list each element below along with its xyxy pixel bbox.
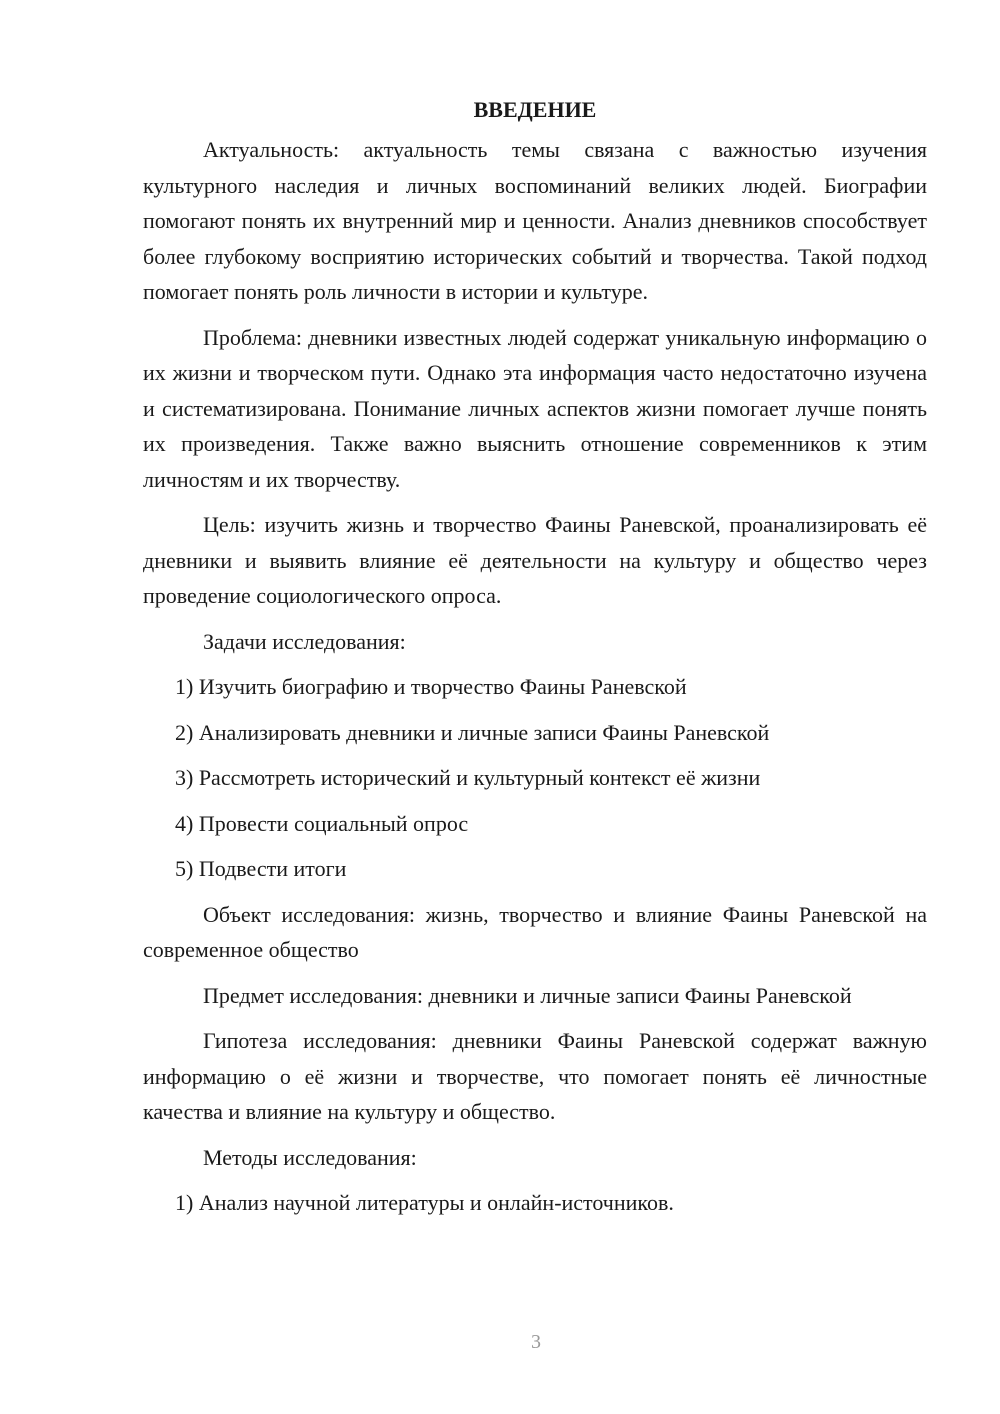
hypothesis-paragraph: Гипотеза исследования: дневники Фаины Раневской содержат важную информацию о её жизни и творчестве, что помогает понять её личностные качества и влияние на культуру и общество.: [143, 1028, 927, 1124]
subject-paragraph: Предмет исследования: дневники и личные записи Фаины Раневской: [203, 982, 852, 1008]
object-paragraph: Объект исследования: жизнь, творчество и влияние Фаины Раневской на современное общество: [143, 901, 927, 962]
list-item: 1) Изучить биографию и творчество Фаины Раневской: [175, 674, 687, 699]
methods-heading: Методы исследования:: [203, 1144, 417, 1170]
document-page: [143, 92, 927, 1231]
problem-paragraph: Проблема: дневники известных людей содержат уникальную информацию о их жизни и творческом пути. Однако эта информация часто недостаточно изучена и систематизирована. Понимание личных аспектов жизни помогает лучше понять их произведения. Также важно выяснить отношение современников к этим личностям и их творчеству.: [143, 324, 927, 492]
list-item: 3) Рассмотреть исторический и культурный контекст её жизни: [175, 765, 761, 790]
tasks-list: [143, 669, 927, 887]
list-item: 1) Анализ научной литературы и онлайн-источников.: [175, 1190, 674, 1215]
list-item: 2) Анализировать дневники и личные записи Фаины Раневской: [175, 719, 770, 745]
methods-list: [143, 1185, 927, 1221]
list-item: 4) Провести социальный опрос: [175, 810, 469, 836]
tasks-heading: Задачи исследования:: [203, 628, 406, 654]
list-item: 5) Подвести итоги: [175, 856, 347, 881]
section-title: ВВЕДЕНИЕ: [473, 97, 597, 122]
goal-paragraph: Цель: изучить жизнь и творчество Фаины Раневской, проанализировать её дневники и выявить влияние её деятельности на культуру и общество через проведение социологического опроса.: [143, 512, 927, 608]
relevance-paragraph: Актуальность: актуальность темы связана с важностью изучения культурного наследия и личных воспоминаний великих людей. Биографии помогают понять их внутренний мир и ценности. Анализ дневников способствует более глубокому восприятию исторических событий и творчества. Такой подход помогает понять роль личности в истории и культуре.: [143, 137, 927, 304]
page-number: 3: [531, 1331, 541, 1353]
